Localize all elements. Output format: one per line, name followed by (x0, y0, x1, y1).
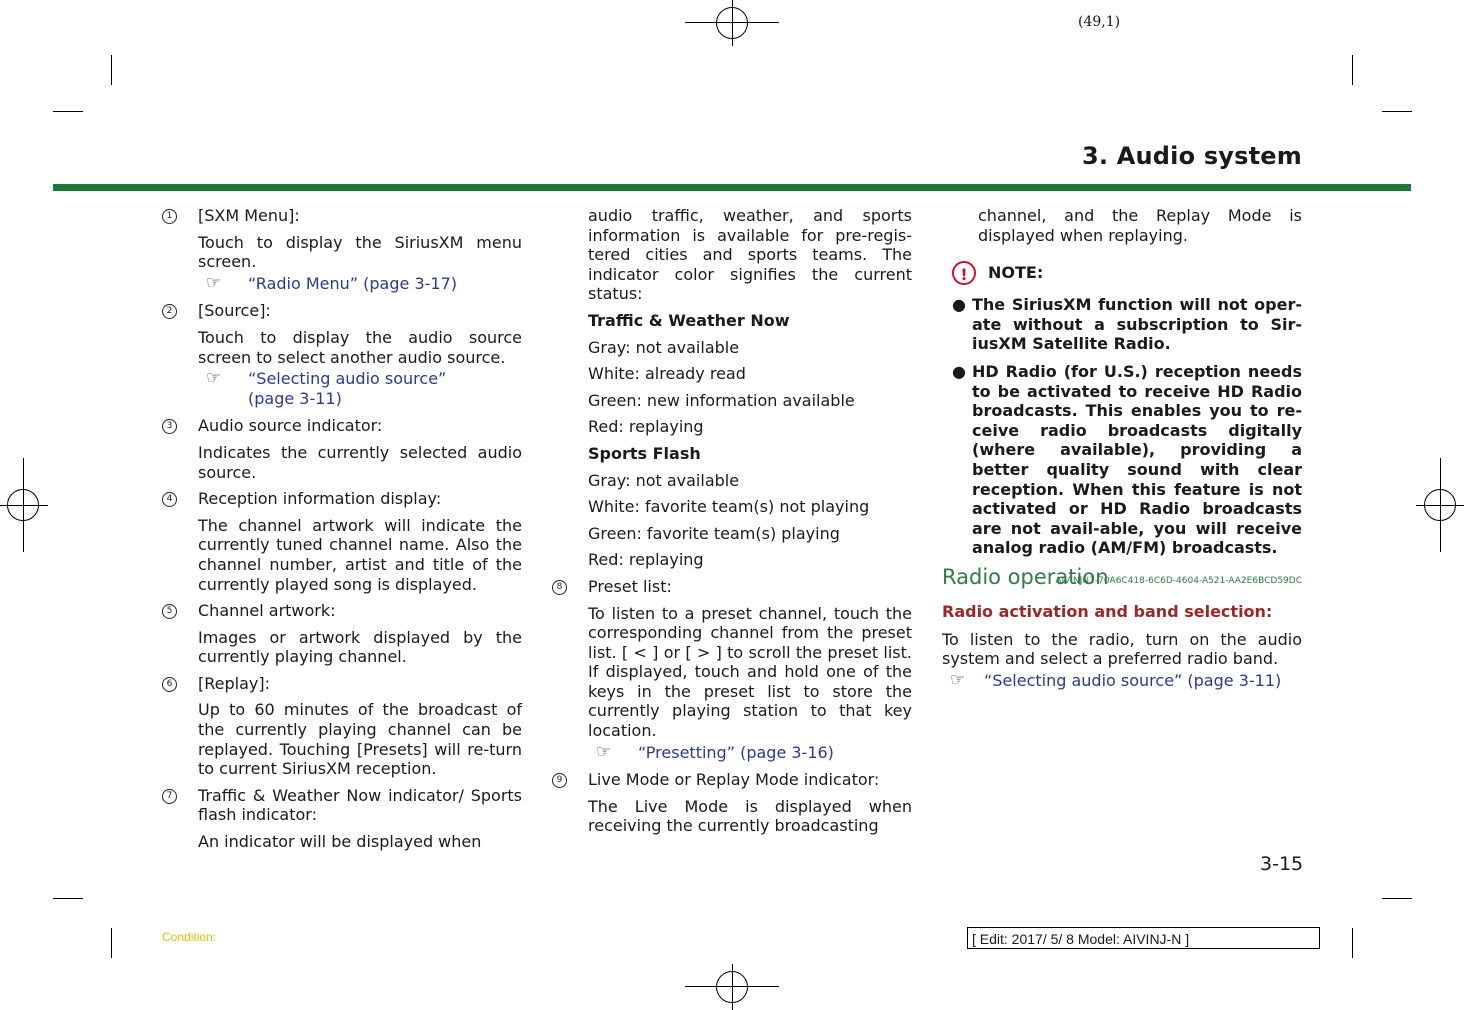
status-line: Green: new information available (588, 390, 855, 410)
page-code: (49,1) (1078, 14, 1121, 30)
condition-label: Condition: (162, 930, 217, 944)
list-item (162, 601, 522, 621)
item-description: To listen to a preset channel, touch the corresponding channel from the preset list. [ < ] or [ > ] to scroll the preset list. If displayed, touch and hold one of the keys in the preset list to store the currently playing station to that key location. (588, 603, 912, 741)
page-number: 3-15 (1260, 853, 1304, 875)
callout-number: 7 (162, 789, 177, 804)
item-title: Preset list: (588, 576, 672, 596)
list-item (162, 301, 522, 321)
callout-number: 3 (162, 419, 177, 434)
radio-body-text: To listen to the radio, turn on the audio system and select a preferred radio band. (942, 629, 1302, 669)
item-title: [Source]: (198, 301, 271, 321)
note-heading: ! NOTE: (942, 261, 1302, 285)
list-item (162, 674, 522, 694)
item-title: Audio source indicator: (198, 416, 383, 436)
radio-activation-heading: Radio activation and band selection: (942, 601, 1273, 621)
warning-icon: ! (952, 261, 976, 285)
item-title: Reception information display: (198, 489, 442, 509)
item-description: Images or artwork displayed by the currently playing channel. (198, 627, 522, 667)
continued-text: audio traffic, weather, and sports information is available for pre-regis-tered cities and sports teams. The indicator color signifies the current status: (588, 206, 912, 304)
page-reference-link[interactable]: ☞ “Radio Menu” (page 3-17) (206, 272, 457, 293)
continued-text: channel, and the Replay Mode is displayed when replaying. (978, 206, 1302, 245)
status-line: White: favorite team(s) not playing (588, 497, 870, 517)
item-description: Up to 60 minutes of the broadcast of the currently playing channel can be replayed. Touching [Presets] will re-turn to current SiriusXM reception. (198, 700, 522, 779)
bullet-icon: ● (952, 361, 966, 381)
item-description: Touch to display the SiriusXM menu screen. (198, 232, 522, 272)
item-title: [Replay]: (198, 673, 270, 693)
column-3 (942, 206, 1302, 698)
hand-pointer-icon: ☞ (950, 669, 966, 690)
callout-number: 6 (162, 677, 177, 692)
item-title: Traffic & Weather Now indicator/ Sports flash indicator: (198, 785, 522, 825)
item-title: [SXM Menu]: (198, 206, 300, 225)
callout-number: 1 (162, 209, 177, 224)
status-line: Red: replaying (588, 550, 704, 570)
callout-number: 8 (552, 580, 567, 595)
column-1 (162, 206, 522, 859)
status-line: Green: favorite team(s) playing (588, 523, 840, 543)
hand-pointer-icon: ☞ (206, 368, 222, 389)
hand-pointer-icon: ☞ (596, 741, 612, 762)
traffic-heading: Traffic & Weather Now (588, 310, 790, 330)
callout-number: 5 (162, 604, 177, 619)
status-line: Gray: not available (588, 470, 740, 490)
callout-number: 4 (162, 492, 177, 507)
document-id-code: AIVINJN1-70A6C418-6C6D-4604-A521-AA2E6BCD59DC (1055, 576, 1302, 587)
page-reference-link[interactable]: ☞ “Presetting” (page 3-16) (596, 741, 834, 762)
section-divider-bar (53, 184, 1411, 191)
list-item (162, 206, 522, 226)
item-title: Channel artwork: (198, 601, 336, 621)
status-line: White: already read (588, 364, 746, 384)
item-title: Live Mode or Replay Mode indicator: (588, 770, 880, 790)
hand-pointer-icon: ☞ (206, 272, 222, 293)
callout-number: 2 (162, 304, 177, 319)
note-bullet: ● The SiriusXM function will not oper-ate without a subscription to Sir-iusXM Satellite Radio. (952, 295, 1302, 354)
note-bullet: ● HD Radio (for U.S.) reception needs to be activated to receive HD Radio broadcasts. This enables you to re-ceive radio broadcasts digitally (where available), providing a better quality sound with clear reception. When this feature is not activated or HD Radio broadcasts are not avail-able, you will receive analog radio (AM/FM) broadcasts. (952, 361, 1302, 558)
callout-number: 9 (552, 773, 567, 788)
item-description: The channel artwork will indicate the currently tuned channel name. Also the channel number, artist and title of the currently played song is displayed. (198, 515, 522, 594)
status-line: Gray: not available (588, 337, 740, 357)
list-item (162, 489, 522, 509)
item-description: Touch to display the audio source screen to select another audio source. (198, 327, 522, 367)
edit-info-box: [ Edit: 2017/ 5/ 8 Model: AIVINJ-N ] (967, 927, 1320, 949)
bullet-icon: ● (952, 295, 966, 315)
list-item (162, 416, 522, 436)
list-item (552, 770, 912, 790)
page-reference-link[interactable]: ☞ “Selecting audio source” (page 3-11) (206, 368, 447, 408)
radio-operation-heading: Radio operation AIVINJN1-70A6C418-6C6D-4604-A521-AA2E6BCD59DC (942, 568, 1302, 594)
column-2 (552, 206, 912, 843)
status-line: Red: replaying (588, 417, 704, 437)
list-item (162, 786, 522, 825)
item-description: The Live Mode is displayed when receiving the currently broadcasting (588, 796, 912, 836)
list-item (552, 577, 912, 597)
sports-heading: Sports Flash (588, 443, 701, 463)
item-description: An indicator will be displayed when (198, 832, 482, 852)
page-reference-link[interactable]: ☞ “Selecting audio source” (page 3-11) (950, 669, 1282, 690)
section-title: 3. Audio system (1081, 142, 1302, 170)
item-description: Indicates the currently selected audio source. (198, 442, 522, 482)
